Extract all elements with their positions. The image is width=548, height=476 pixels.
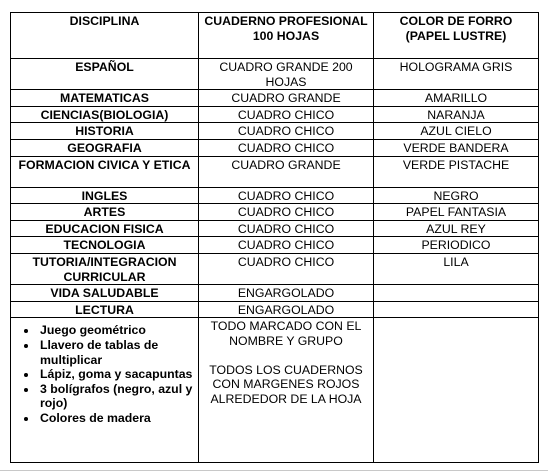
table-row <box>11 301 539 318</box>
school-supplies-table <box>10 12 539 463</box>
table-row <box>11 220 539 237</box>
notebook-cell: CUADRO CHICO <box>199 139 374 156</box>
cover-color-cell <box>374 301 539 318</box>
empty-cell <box>374 318 539 463</box>
cover-color-cell: VERDE BANDERA <box>374 139 539 156</box>
table-row <box>11 204 539 221</box>
notebook-cell: CUADRO CHICO <box>199 106 374 123</box>
cover-color-cell: NARANJA <box>374 106 539 123</box>
cover-color-cell: VERDE PISTACHE <box>374 156 539 187</box>
header-discipline: DISCIPLINA <box>11 13 199 59</box>
page-bottom-rule <box>0 470 548 471</box>
notes-cell <box>199 318 374 463</box>
notebook-cell: ENGARGOLADO <box>199 285 374 302</box>
header-cover-color: COLOR DE FORRO (PAPEL LUSTRE) <box>374 13 539 59</box>
supplies-cell <box>11 318 199 463</box>
subject-cell: GEOGRAFIA <box>11 139 199 156</box>
supplies-list <box>14 323 195 425</box>
notebook-cell: CUADRO CHICO <box>199 187 374 204</box>
notebook-cell: CUADRO CHICO <box>199 237 374 254</box>
note-text: TODOS LOS CUADERNOS CON MARGENES ROJOS ALREDEDOR DE LA HOJA <box>209 362 363 406</box>
cover-color-cell: NEGRO <box>374 187 539 204</box>
subject-cell: FORMACION CIVICA Y ETICA <box>11 156 199 187</box>
table-row <box>11 187 539 204</box>
list-item: • Llavero de tablas de multiplicar <box>38 338 195 367</box>
note-text: TODO MARCADO CON EL NOMBRE Y GRUPO <box>210 319 362 348</box>
subject-cell: TUTORIA/INTEGRACION CURRICULAR <box>11 253 199 284</box>
subject-cell: EDUCACION FISICA <box>11 220 199 237</box>
table-header-row <box>11 13 539 59</box>
subject-cell: TECNOLOGIA <box>11 237 199 254</box>
notebook-cell: CUADRO CHICO <box>199 220 374 237</box>
cover-color-cell <box>374 285 539 302</box>
notebook-cell: CUADRO CHICO <box>199 123 374 140</box>
notebook-cell: CUADRO GRANDE 200 HOJAS <box>199 59 374 90</box>
subject-cell: CIENCIAS(BIOLOGIA) <box>11 106 199 123</box>
subject-cell: VIDA SALUDABLE <box>11 285 199 302</box>
subject-cell: INGLES <box>11 187 199 204</box>
table-body <box>11 13 539 463</box>
notebook-cell: CUADRO GRANDE <box>199 156 374 187</box>
cover-color-cell: AZUL REY <box>374 220 539 237</box>
table-row <box>11 106 539 123</box>
notebook-cell: CUADRO CHICO <box>199 253 374 284</box>
table-row <box>11 90 539 107</box>
subject-cell: LECTURA <box>11 301 199 318</box>
table-row <box>11 59 539 90</box>
table-row <box>11 123 539 140</box>
supplies-row <box>11 318 539 463</box>
cover-color-cell: HOLOGRAMA GRIS <box>374 59 539 90</box>
header-notebook: CUADERNO PROFESIONAL 100 HOJAS <box>199 13 374 59</box>
notebook-cell: CUADRO GRANDE <box>199 90 374 107</box>
notebook-cell: CUADRO CHICO <box>199 204 374 221</box>
notebook-cell: ENGARGOLADO <box>199 301 374 318</box>
cover-color-cell: PAPEL FANTASIA <box>374 204 539 221</box>
table-row <box>11 285 539 302</box>
list-item: • 3 bolígrafos (negro, azul y rojo) <box>38 382 195 411</box>
table-row <box>11 237 539 254</box>
cover-color-cell: AZUL CIELO <box>374 123 539 140</box>
list-item: • Colores de madera <box>38 411 195 426</box>
subject-cell: ESPAÑOL <box>11 59 199 90</box>
cover-color-cell: AMARILLO <box>374 90 539 107</box>
table-row <box>11 139 539 156</box>
list-item: • Lápiz, goma y sacapuntas <box>38 367 195 382</box>
table-row <box>11 156 539 187</box>
subject-cell: MATEMATICAS <box>11 90 199 107</box>
cover-color-cell: PERIODICO <box>374 237 539 254</box>
cover-color-cell: LILA <box>374 253 539 284</box>
list-item: • Juego geométrico <box>38 323 195 338</box>
subject-cell: HISTORIA <box>11 123 199 140</box>
table-row <box>11 253 539 284</box>
subject-cell: ARTES <box>11 204 199 221</box>
